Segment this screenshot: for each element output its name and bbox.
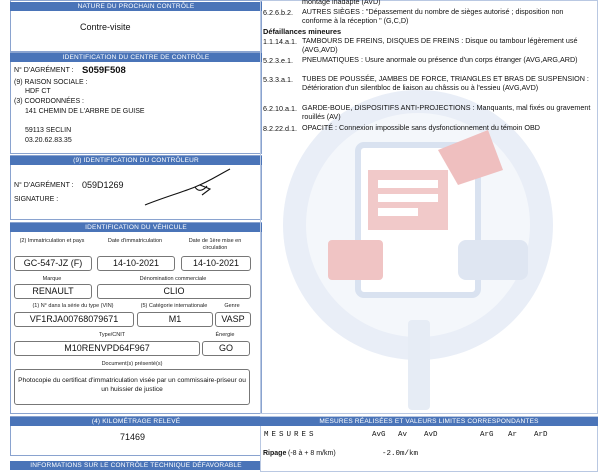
nature-value: Contre-visite bbox=[80, 22, 131, 32]
centre-address2: 59113 SECLIN bbox=[25, 127, 72, 134]
mesures-header: MESURES RÉALISÉES ET VALEURS LIMITES CORRESPONDANTES bbox=[260, 417, 598, 426]
date-immat-value: 14-10-2021 bbox=[97, 256, 175, 271]
row2-desc-5: OPACITÉ : Connexion impossible sans dysfonctionnement du témoin OBD bbox=[302, 123, 540, 132]
genre-value: VASP bbox=[215, 312, 251, 327]
ripage-limits: (-8 à + 8 m/km) bbox=[288, 450, 336, 457]
controleur-agrement-label: N° D'AGRÉMENT : bbox=[14, 182, 74, 189]
row2-code-1: 1.1.14.a.1. bbox=[263, 37, 297, 46]
row2-code-2: 5.2.3.e.1. bbox=[263, 56, 293, 65]
type-value: M10RENVPD64F967 bbox=[14, 341, 200, 356]
centre-raison-value: HDF CT bbox=[25, 88, 51, 95]
mesures-title: MESURES bbox=[264, 431, 317, 439]
signature-scribble bbox=[140, 165, 240, 210]
date-first-label: Date de 1ère mise en circulation bbox=[188, 238, 242, 251]
vehicule-header: IDENTIFICATION DU VÉHICULE bbox=[10, 223, 262, 232]
docs-label: Document(s) présenté(s) bbox=[101, 361, 163, 367]
top-line: montage inadapté (AVD) bbox=[302, 0, 381, 6]
row2-code-5: 8.2.22.d.1. bbox=[263, 124, 297, 133]
minor-header: Défaillances mineures bbox=[263, 27, 342, 36]
centre-agrement-label: N° D'AGRÉMENT : bbox=[14, 67, 74, 74]
km-value: 71469 bbox=[120, 432, 146, 442]
mesures-col-arg: ArG bbox=[480, 431, 494, 439]
row2-desc-1: TAMBOURS DE FREINS, DISQUES DE FREINS : Disque ou tambour légèrement usé (AVG,AVD) bbox=[302, 36, 578, 54]
row2-code-3: 5.3.3.a.1. bbox=[263, 75, 293, 84]
mesures-col-ar: Ar bbox=[508, 431, 518, 439]
mesures-col-av: Av bbox=[398, 431, 408, 439]
mesures-col-avg: AvG bbox=[372, 431, 386, 439]
marque-value: RENAULT bbox=[14, 284, 92, 299]
immat-label: (2) Immatriculation et pays bbox=[19, 238, 85, 244]
row2-desc-3: TUBES DE POUSSÉE, JAMBES DE FORCE, TRIANGLES ET BRAS DE SUSPENSION : Détérioration d'un silentbloc de liaison au châssis ou à l'essieu (AVG,AVD) bbox=[302, 74, 589, 92]
nature-header: NATURE DU PROCHAIN CONTRÔLE bbox=[10, 2, 262, 11]
row2-desc-4: GARDE-BOUE, DISPOSITIFS ANTI-PROJECTIONS : Manquants, mal fixés ou gravement rouillés (AV) bbox=[302, 103, 591, 121]
row2-desc-2: PNEUMATIQUES : Usure anormale ou présence d'un corps étranger (AVG,ARG,ARD) bbox=[302, 55, 578, 64]
cat-value: M1 bbox=[137, 312, 213, 327]
centre-header: IDENTIFICATION DU CENTRE DE CONTRÔLE bbox=[10, 53, 262, 62]
controleur-agrement-value: 059D1269 bbox=[82, 180, 124, 190]
centre-agrement-value: S059F508 bbox=[82, 65, 126, 76]
row1-desc: AUTRES SIÈGES : "Dépassement du nombre de sièges autorisé ; disposition non conforme à la réception " (G,C,D) bbox=[302, 7, 564, 25]
mesures-col-ard: ArD bbox=[534, 431, 548, 439]
centre-raison-label: (9) RAISON SOCIALE : bbox=[14, 79, 88, 86]
date-first-value: 14-10-2021 bbox=[181, 256, 251, 271]
mesures-col-avd: AvD bbox=[424, 431, 438, 439]
denom-label: Dénomination commerciale bbox=[139, 276, 207, 282]
denom-value: CLIO bbox=[97, 284, 251, 299]
centre-phone: 03.20.62.83.35 bbox=[25, 137, 72, 144]
info-header: INFORMATIONS SUR LE CONTRÔLE TECHNIQUE DÉFAVORABLE bbox=[10, 461, 262, 470]
centre-address1: 141 CHEMIN DE L'ARBRE DE GUISE bbox=[25, 108, 145, 115]
immat-value: GC-547-JZ (F) bbox=[14, 256, 92, 271]
type-label: Type/CNIT bbox=[98, 332, 126, 338]
ripage-value: -2.0m/km bbox=[382, 450, 419, 458]
controleur-signature-label: SIGNATURE : bbox=[14, 196, 59, 203]
row1-code: 6.2.6.b.2. bbox=[263, 8, 293, 17]
date-immat-label: Date d'immatriculation bbox=[107, 238, 163, 244]
energie-label: Énergie bbox=[215, 332, 235, 338]
energie-value: GO bbox=[202, 341, 250, 356]
genre-label: Genre bbox=[224, 303, 240, 309]
vin-value: VF1RJA00768079671 bbox=[14, 312, 134, 327]
row2-code-4: 6.2.10.a.1. bbox=[263, 104, 297, 113]
vin-label: (1) N° dans la série du type (VIN) bbox=[32, 303, 114, 309]
centre-coord-label: (3) COORDONNÉES : bbox=[14, 98, 85, 105]
docs-value: Photocopie du certificat d'immatriculation visée par un commissaire-priseur ou un huissier de justice bbox=[14, 369, 250, 405]
km-header: (4) KILOMÉTRAGE RELEVÉ bbox=[10, 417, 262, 426]
controleur-header: (9) IDENTIFICATION DU CONTRÔLEUR bbox=[10, 156, 262, 165]
marque-label: Marque bbox=[42, 276, 62, 282]
ripage-label: Ripage bbox=[263, 450, 287, 457]
cat-label: (5) Catégorie internationale bbox=[140, 303, 208, 309]
